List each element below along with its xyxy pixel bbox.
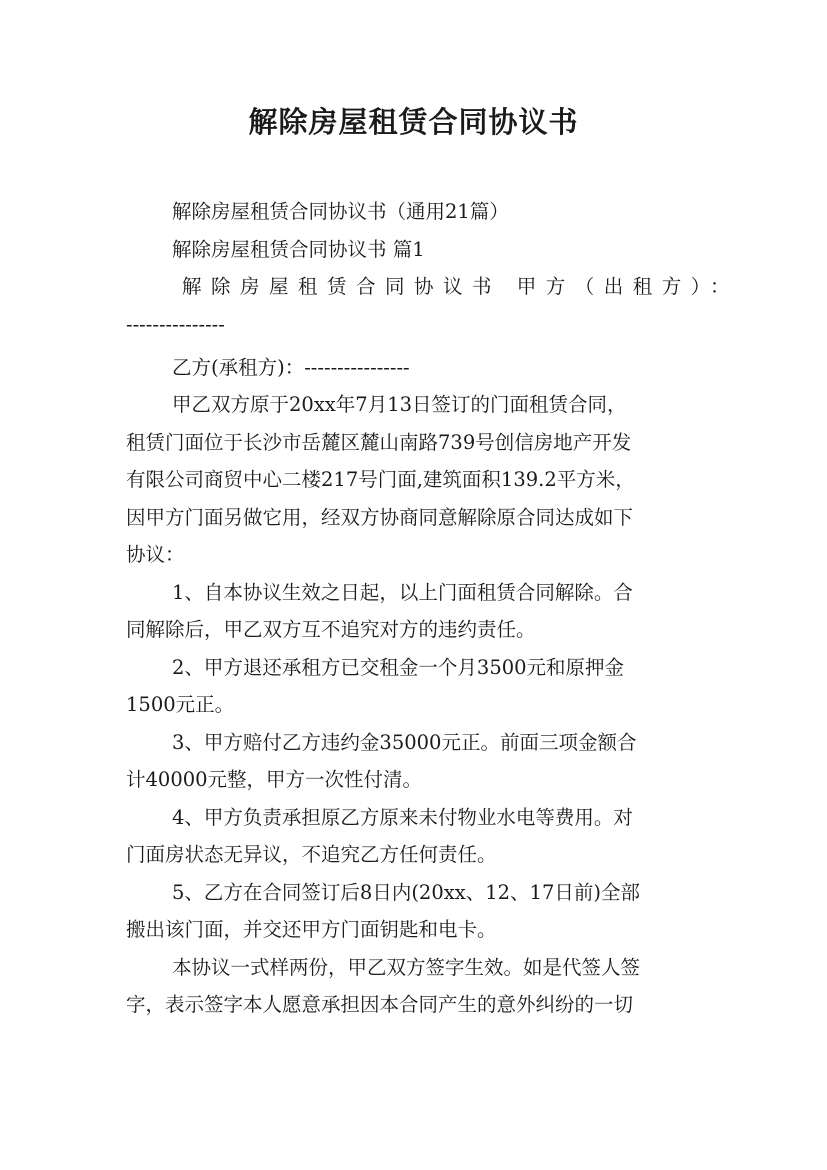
clause-3-line: 3、甲方赔付乙方违约金35000元正。前面三项金额合 [172,730,637,754]
clause-2-line: 2、甲方退还承租方已交租金一个月3500元和原押金 [172,655,625,679]
paragraph-line: 协议： [126,543,185,566]
clause-5-line: 5、乙方在合同签订后8日内(20xx、12、17日前)全部 [172,880,640,904]
clause-4-line: 4、甲方负责承担原乙方原来未付物业水电等费用。对 [172,805,633,829]
clause-4-line: 门面房状态无异议，不追究乙方任何责任。 [126,843,497,866]
subtitle-line: 解除房屋租赁合同协议书（通用21篇） [172,200,509,223]
paragraph-line: 甲乙双方原于20xx年7月13日签订的门面租赁合同， [172,393,627,416]
lessor-blank: --------------- [126,312,225,336]
lessee-label: 乙方(承租方)：---------------- [172,355,410,379]
closing-line: 本协议一式样两份，甲乙双方签字生效。如是代签人签 [172,955,641,979]
paragraph-line: 有限公司商贸中心二楼217号门面,建筑面积139.2平方米， [126,468,635,491]
clause-1-line: 同解除后，甲乙双方互不追究对方的违约责任。 [126,618,536,641]
clause-3-line: 计40000元整，甲方一次性付清。 [126,768,423,791]
document-body [126,193,739,1024]
closing-line: 字，表示签字本人愿意承担因本合同产生的意外纠纷的一切 [126,993,634,1016]
clause-2-line: 1500元正。 [126,693,235,716]
lessor-label: 解除房屋租赁合同协议书 甲方（出租方）： [182,275,739,298]
clause-5-line: 搬出该门面，并交还甲方门面钥匙和电卡。 [126,918,497,941]
clause-1-line: 1、自本协议生效之日起，以上门面租赁合同解除。合 [172,580,633,604]
paragraph-line: 租赁门面位于长沙市岳麓区麓山南路739号创信房地产开发 [126,430,632,454]
section-heading: 解除房屋租赁合同协议书 篇1 [172,237,425,261]
paragraph-line: 因甲方门面另做它用，经双方协商同意解除原合同达成如下 [126,505,634,529]
document-title: 解除房屋租赁合同协议书 [248,105,579,139]
